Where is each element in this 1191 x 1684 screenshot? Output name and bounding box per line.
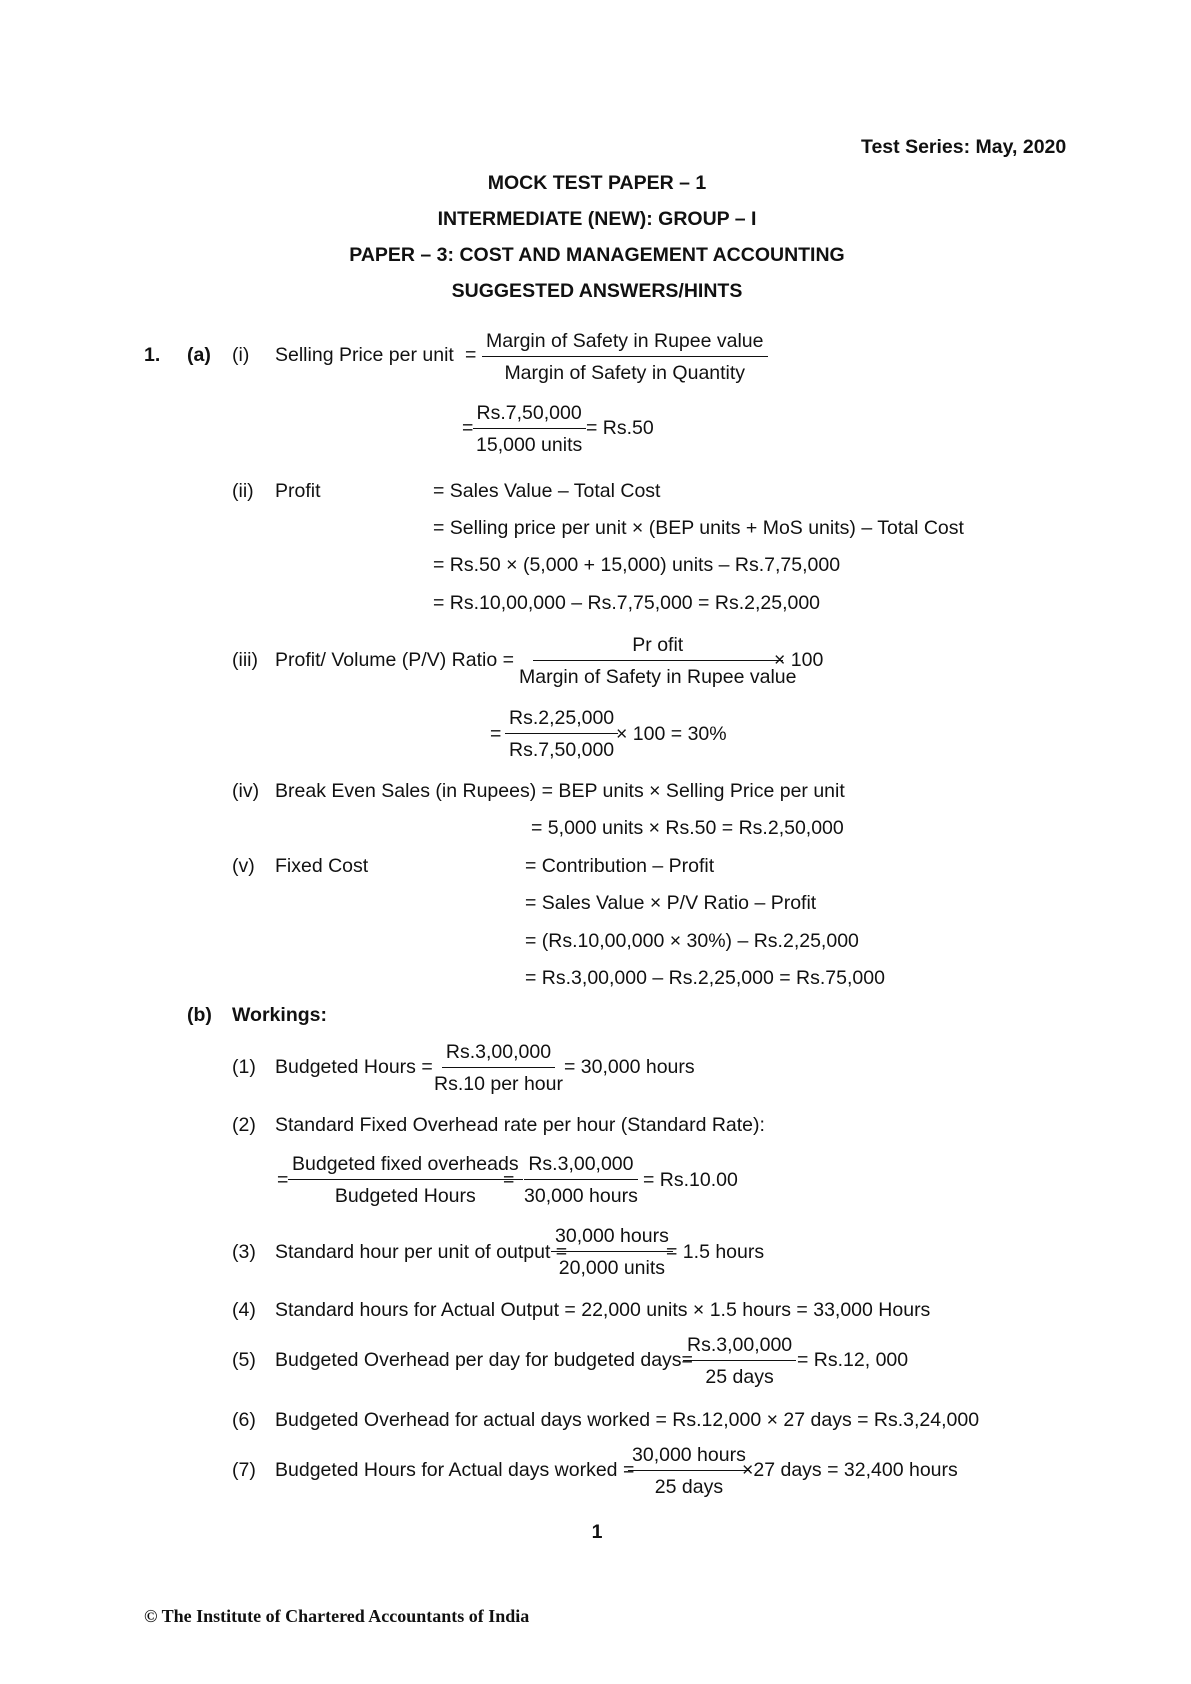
fraction-denominator: 25 days: [705, 1366, 774, 1388]
working-1-label: Budgeted Hours =: [275, 1056, 433, 1078]
fraction-numerator: Budgeted fixed overheads: [288, 1152, 523, 1180]
fraction-numerator: Margin of Safety in Rupee value: [482, 329, 768, 357]
fraction-denominator: Margin of Safety in Rupee value: [519, 666, 797, 688]
working-1-number: (1): [232, 1056, 256, 1078]
selling-price-label: Selling Price per unit: [275, 344, 454, 366]
working-3-result: = 1.5 hours: [666, 1241, 765, 1263]
fraction-numerator: Rs.7,50,000: [473, 401, 586, 429]
fraction-pv-ratio: [515, 633, 801, 689]
fraction-hours-actual-days: [628, 1443, 750, 1499]
fraction-numerator: 30,000 hours: [628, 1443, 750, 1471]
item-ii-label: (ii): [232, 480, 254, 502]
answers-title: SUGGESTED ANSWERS/HINTS: [451, 280, 743, 302]
equals-sign: =: [503, 1169, 515, 1191]
test-series-label: Test Series: May, 2020: [861, 136, 1067, 158]
working-7-result: ×27 days = 32,400 hours: [742, 1459, 958, 1481]
fraction-denominator: 25 days: [654, 1476, 724, 1498]
fraction-denominator: 15,000 units: [476, 434, 583, 456]
fixed-cost-line-3: = (Rs.10,00,000 × 30%) – Rs.2,25,000: [525, 930, 859, 952]
working-4-line: Standard hours for Actual Output = 22,000 units × 1.5 hours = 33,000 Hours: [275, 1299, 931, 1321]
fraction-denominator: 30,000 hours: [524, 1185, 638, 1207]
item-iii-label: (iii): [232, 649, 258, 671]
selling-price-result: = Rs.50: [586, 417, 654, 439]
profit-line-3: = Rs.50 × (5,000 + 15,000) units – Rs.7,75,000: [433, 554, 841, 576]
fraction-numerator: Rs.3,00,000: [683, 1333, 796, 1361]
working-6-line: Budgeted Overhead for actual days worked = Rs.12,000 × 27 days = Rs.3,24,000: [275, 1409, 980, 1431]
fraction-overhead-per-day: [683, 1333, 796, 1389]
fraction-denominator: Budgeted Hours: [334, 1185, 476, 1207]
fraction-numerator: Rs.3,00,000: [442, 1040, 555, 1068]
paper-title: MOCK TEST PAPER – 1: [487, 172, 707, 194]
fraction-selling-price: [482, 329, 768, 385]
pv-ratio-label: Profit/ Volume (P/V) Ratio =: [275, 649, 514, 671]
working-4-number: (4): [232, 1299, 256, 1321]
break-even-sales-line: Break Even Sales (in Rupees) = BEP units × Selling Price per unit: [275, 780, 845, 802]
fraction-denominator: 20,000 units: [558, 1257, 666, 1279]
profit-line-4: = Rs.10,00,000 – Rs.7,75,000 = Rs.2,25,000: [433, 592, 821, 614]
fraction-overhead-rate: [288, 1152, 523, 1208]
footer-copyright: © The Institute of Chartered Accountants of India: [144, 1606, 530, 1626]
pv-ratio-result: × 100 = 30%: [616, 723, 727, 745]
working-1-result: = 30,000 hours: [564, 1056, 695, 1078]
working-3-label: Standard hour per unit of output =: [275, 1241, 568, 1263]
working-5-result: = Rs.12, 000: [797, 1349, 909, 1371]
fixed-cost-label: Fixed Cost: [275, 855, 369, 877]
fraction-pv-values: [505, 706, 618, 762]
fixed-cost-line-2: = Sales Value × P/V Ratio – Profit: [525, 892, 817, 914]
equals-sign: =: [465, 344, 477, 366]
part-a-label: (a): [187, 344, 211, 366]
fraction-numerator: Rs.2,25,000: [505, 706, 618, 734]
subject-title: PAPER – 3: COST AND MANAGEMENT ACCOUNTING: [349, 244, 845, 266]
question-number: 1.: [144, 344, 161, 366]
times-hundred: × 100: [774, 649, 824, 671]
break-even-sales-result: = 5,000 units × Rs.50 = Rs.2,50,000: [531, 817, 844, 839]
item-iv-label: (iv): [232, 780, 260, 802]
working-2-label: Standard Fixed Overhead rate per hour (Standard Rate):: [275, 1114, 765, 1136]
fraction-denominator: Rs.10 per hour: [434, 1073, 563, 1095]
fraction-overhead-rate-values: [520, 1152, 642, 1208]
profit-label: Profit: [275, 480, 321, 502]
fixed-cost-line-1: = Contribution – Profit: [525, 855, 715, 877]
working-3-number: (3): [232, 1241, 256, 1263]
working-2-result: = Rs.10.00: [643, 1169, 738, 1191]
fraction-denominator: Margin of Safety in Quantity: [504, 362, 746, 384]
fraction-numerator: Rs.3,00,000: [524, 1152, 637, 1180]
fraction-selling-price-values: [472, 401, 586, 457]
page-number: 1: [591, 1521, 603, 1543]
item-v-label: (v): [232, 855, 255, 877]
fraction-denominator: Rs.7,50,000: [509, 739, 615, 761]
equals-sign: =: [490, 723, 502, 745]
fraction-standard-hour: [551, 1224, 673, 1280]
working-7-label: Budgeted Hours for Actual days worked =: [275, 1459, 635, 1481]
fraction-numerator: Pr ofit: [533, 633, 783, 661]
profit-line-1: = Sales Value – Total Cost: [433, 480, 661, 502]
equals-sign: =: [277, 1169, 289, 1191]
fixed-cost-line-4: = Rs.3,00,000 – Rs.2,25,000 = Rs.75,000: [525, 967, 885, 989]
group-title: INTERMEDIATE (NEW): GROUP – I: [437, 208, 757, 230]
item-i-label: (i): [232, 344, 250, 366]
working-5-label: Budgeted Overhead per day for budgeted days=: [275, 1349, 693, 1371]
workings-title: Workings:: [232, 1004, 327, 1026]
working-6-number: (6): [232, 1409, 256, 1431]
part-b-label: (b): [187, 1004, 212, 1026]
profit-line-2: = Selling price per unit × (BEP units + MoS units) – Total Cost: [433, 517, 964, 539]
working-5-number: (5): [232, 1349, 256, 1371]
fraction-numerator: 30,000 hours: [551, 1224, 673, 1252]
fraction-budgeted-hours: [430, 1040, 567, 1096]
working-2-number: (2): [232, 1114, 256, 1136]
working-7-number: (7): [232, 1459, 256, 1481]
equals-sign: =: [462, 417, 474, 439]
